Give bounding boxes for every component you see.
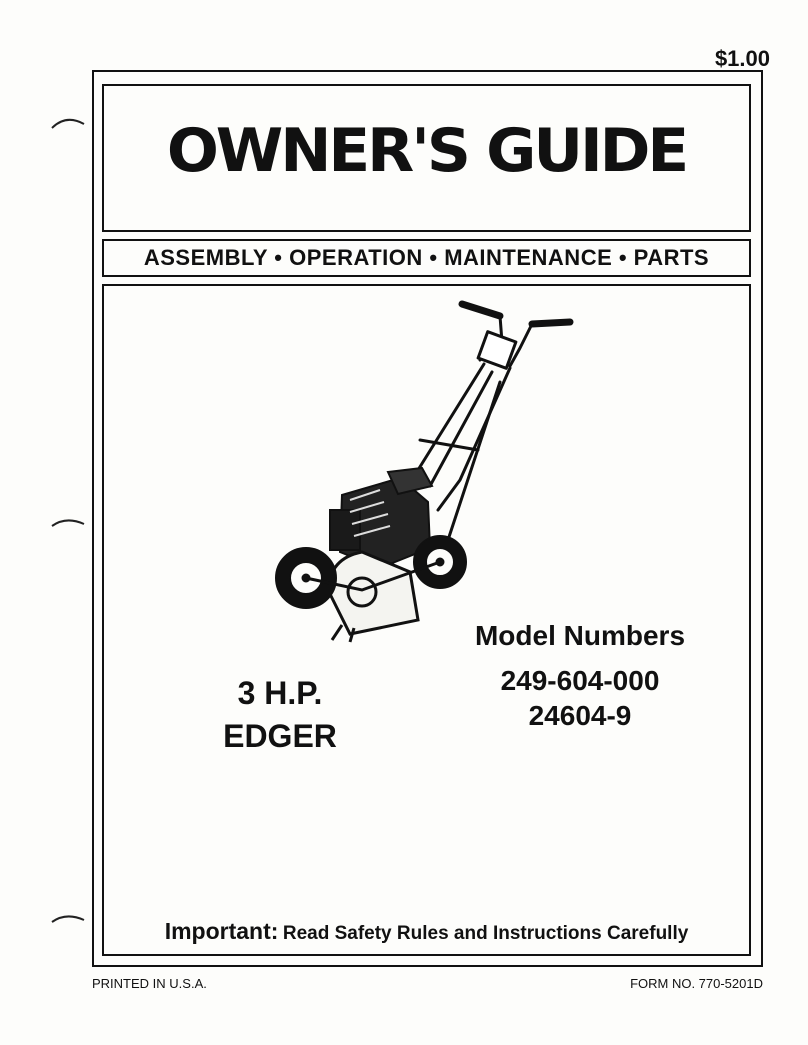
guide-title: OWNER'S GUIDE: [166, 116, 687, 186]
binder-hole-mark: [48, 512, 88, 532]
important-label: Important:: [164, 918, 279, 944]
important-message: Read Safety Rules and Instructions Carefully: [282, 923, 689, 944]
price-label: $1.00: [714, 46, 770, 71]
model-number: 249-604-000: [500, 665, 660, 696]
title-box: [102, 84, 751, 232]
model-numbers-heading: Model Numbers: [474, 620, 686, 651]
model-number: 24604-9: [528, 700, 632, 731]
binder-hole-mark: [48, 908, 88, 928]
section-banner: ASSEMBLY • OPERATION • MAINTENANCE • PARTS: [102, 239, 751, 277]
printed-in-label: PRINTED IN U.S.A.: [92, 976, 207, 991]
product-name: EDGER: [223, 718, 337, 754]
form-number: FORM NO. 770-5201D: [630, 976, 763, 991]
product-power: 3 H.P.: [237, 675, 323, 711]
important-notice: [102, 918, 751, 945]
edger-illustration: [270, 290, 590, 650]
binder-hole-mark: [48, 112, 88, 132]
